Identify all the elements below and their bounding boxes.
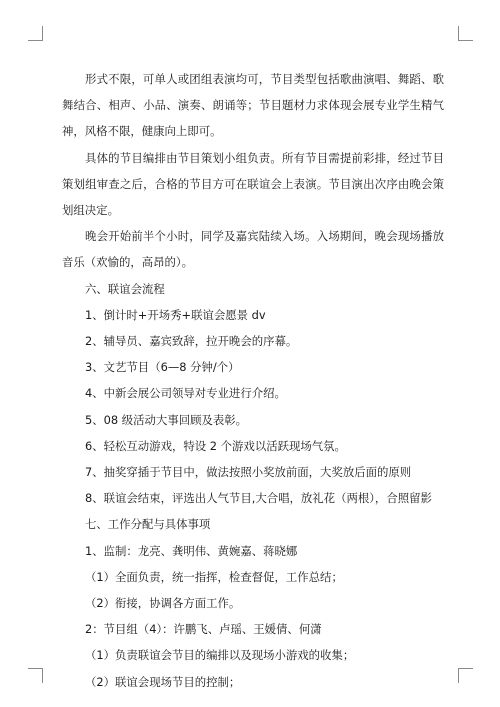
list-item: 1、监制：龙亮、龚明伟、黄婉嘉、蒋晓娜 xyxy=(85,543,298,558)
list-item: 4、中新会展公司领导对专业进行介绍。 xyxy=(85,386,286,401)
list-item: （2）衔接，协调各方面工作。 xyxy=(85,596,241,611)
list-item: （1）负责联谊会节目的编排以及现场小游戏的收集； xyxy=(85,648,355,663)
list-item: 2、辅导员、嘉宾致辞，拉开晚会的序幕。 xyxy=(85,334,298,349)
list-item: （2）联谊会现场节目的控制； xyxy=(85,674,241,689)
list-item: 6、轻松互动游戏，特设 2 个游戏以活跃现场气氛。 xyxy=(85,438,346,453)
paragraph-entry: 晚会开始前半个小时，同学及嘉宾陆续入场。入场期间，晚会现场播放音乐（欢愉的，高昂的）。 xyxy=(62,229,444,270)
section-heading-process: 六、联谊会流程 xyxy=(85,281,165,296)
list-item: 5、08 级活动大事回顾及表彰。 xyxy=(85,412,248,427)
list-item: 2：节目组（4）：许鹏飞、卢瑶、王媛倩、何潇 xyxy=(85,622,322,637)
list-item: 1、倒计时+开场秀+联谊会愿景 dv xyxy=(85,307,266,322)
paragraph-program-format: 形式不限，可单人或团组表演均可，节目类型包括歌曲演唱、舞蹈、歌舞结合、相声、小品、演奏、朗诵等；节目题材力求体现会展专业学生精气神，风格不限，健康向上即可。 xyxy=(62,72,444,139)
list-item: 3、文艺节目（6—8 分钟/个） xyxy=(85,360,240,375)
list-item: 7、抽奖穿插于节目中，做法按照小奖放前面，大奖放后面的原则 xyxy=(85,465,412,480)
crop-mark-top-left xyxy=(28,26,43,41)
crop-mark-bottom-left xyxy=(28,668,43,683)
paragraph-program-arrangement: 具体的节目编排由节目策划小组负责。所有节目需提前彩排，经过节目策划组审查之后，合格的节目方可在联谊会上表演。节目演出次序由晚会策划组决定。 xyxy=(62,150,444,218)
list-item: 8、联谊会结束，评选出人气节目,大合唱，放礼花（两根），合照留影 xyxy=(85,491,432,506)
crop-mark-bottom-right xyxy=(458,668,473,683)
list-item: （1）全面负责，统一指挥，检查督促，工作总结； xyxy=(85,569,343,584)
crop-mark-top-right xyxy=(458,26,473,41)
document-body xyxy=(62,66,444,695)
section-heading-assignments: 七、工作分配与具体事项 xyxy=(85,517,211,532)
